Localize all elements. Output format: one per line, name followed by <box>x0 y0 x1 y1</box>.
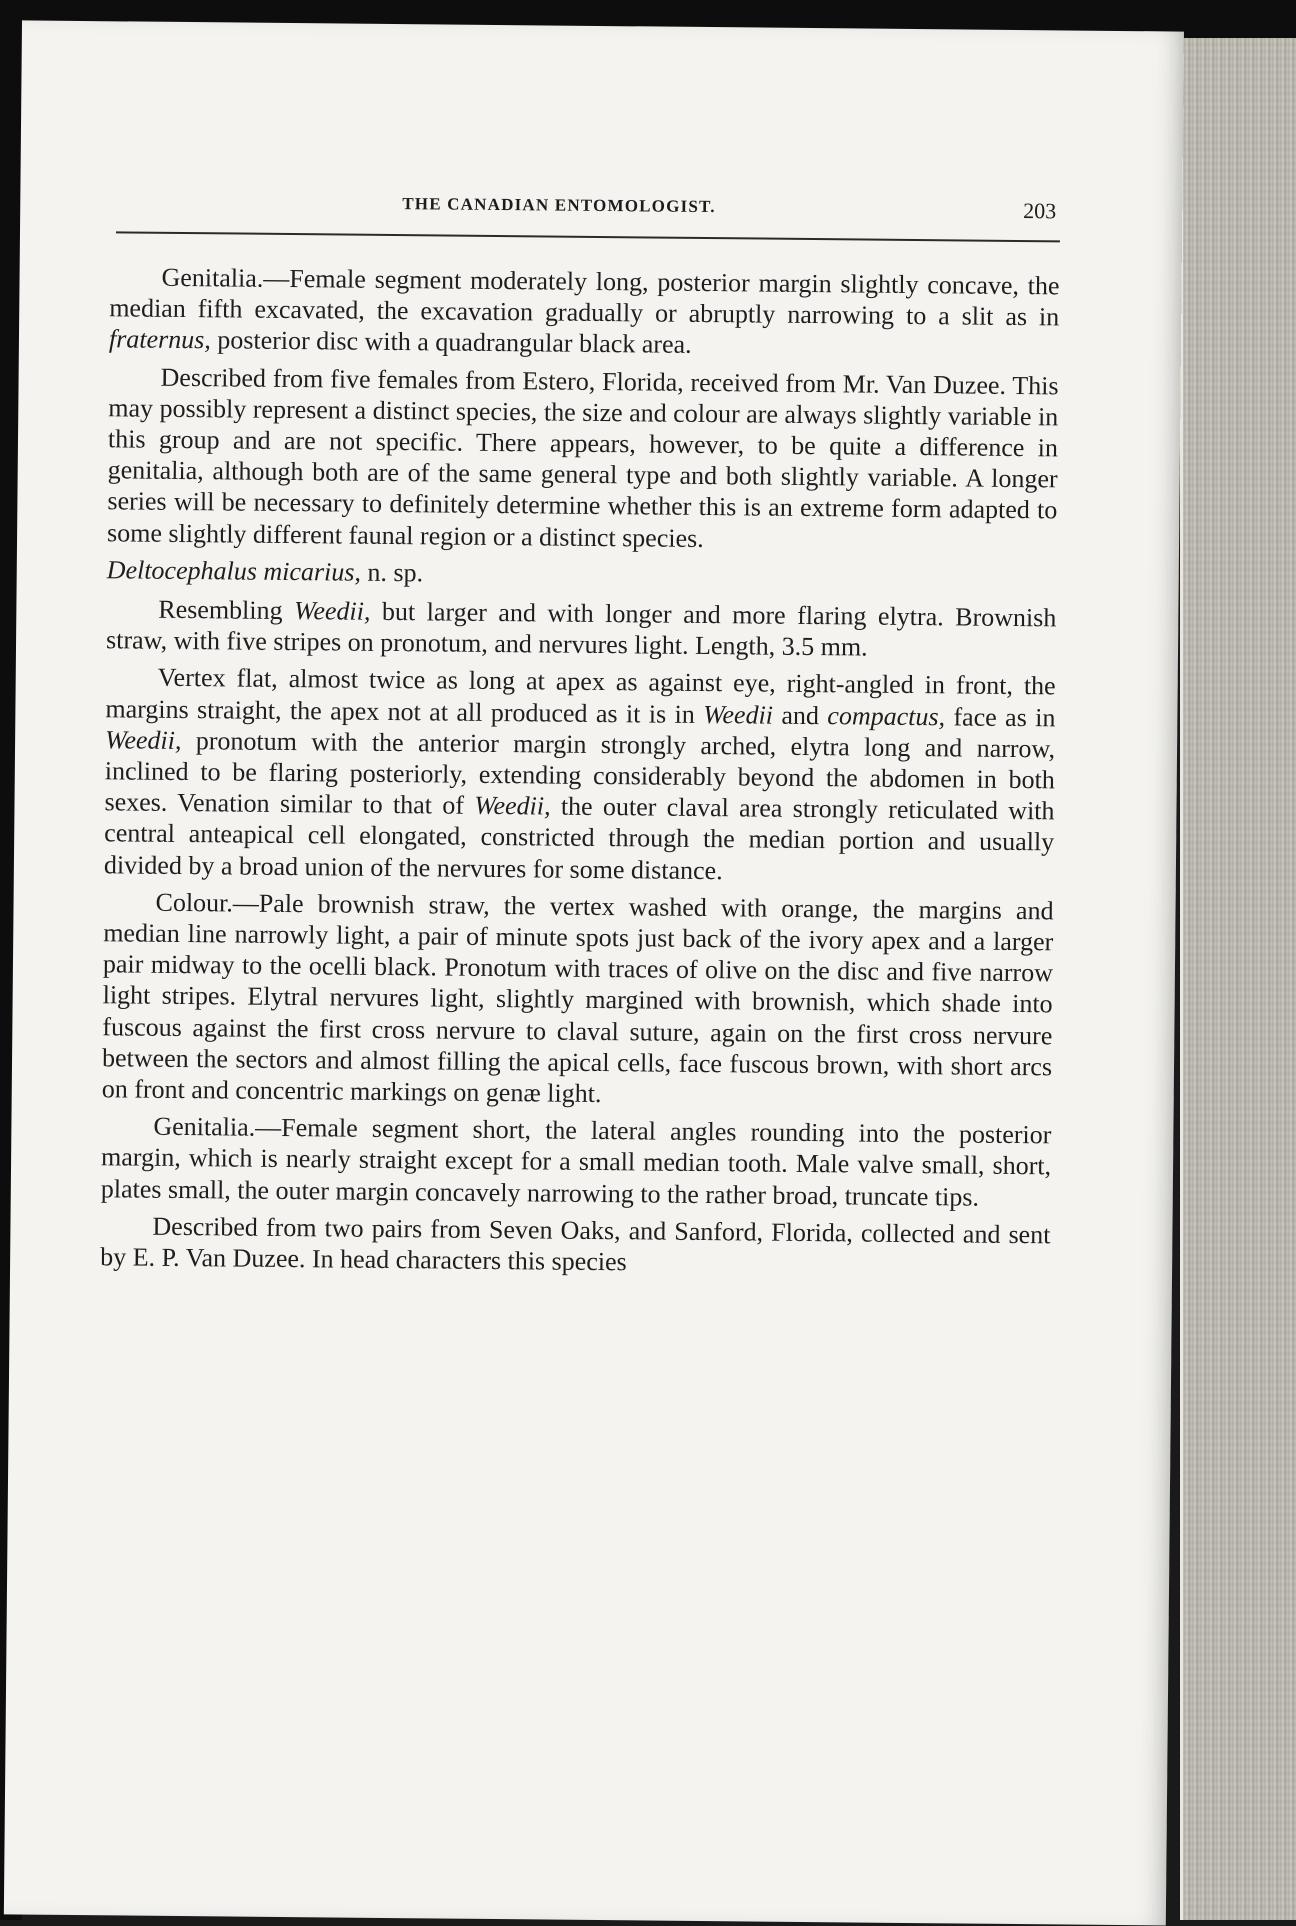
book-page-edges <box>1180 38 1296 1920</box>
paragraph-genitalia-male: Genitalia.—Female segment short, the lateral angles rounding into the posterior margin, which is nearly straight except for a small median tooth. Male valve small, short, plates small, the outer margin concavely narrowing to the rather broad, truncate tips. <box>100 1112 1052 1212</box>
paragraph-resembling: Resembling Weedii, but larger and with longer and more flaring elytra. Brownish straw, with five stripes on pronotum, and nervures light. Length, 3.5 mm. <box>105 594 1057 662</box>
paragraph-vertex: Vertex flat, almost twice as long at apex as against eye, right-angled in front, the margins straight, the apex not at all produced as it is in Weedii and compactus, face as in Weedii, pronotum with the anterior margin strongly arched, elytra long and narrow, inclined to be flaring posteriorly, extending considerably beyond the abdomen in both sexes. Venation similar to that of Weedii, the outer claval area strongly reticulated with central anteapical cell elongated, constricted through the median portion and usually divided by a broad union of the nervures for some distance. <box>103 663 1056 885</box>
paragraph-genitalia-female: Genitalia.—Female segment moderately long, posterior margin slightly concave, the median fifth excavated, the excavation gradually or abruptly narrowing to a slit as in fraternus, posterior disc with a quadrangular black area. <box>108 262 1060 360</box>
species-name: Deltocephalus micarius, <box>106 555 362 587</box>
book-page <box>4 20 1184 1925</box>
page-number: 203 <box>1023 198 1057 224</box>
paragraph-described-estero: Described from five females from Estero, Florida, received from Mr. Van Duzee. This may possibly represent a distinct species, the size and colour are always slightly variable in this group and are not specific. There appears, however, to be quite a difference in genitalia, although both are of the same general type and both slightly variable. A longer series will be necessary to definitely determine whether this is an extreme form adapted to some slightly different faunal region or a distinct species. <box>106 362 1059 553</box>
paragraph-described-seven-oaks: Described from two pairs from Seven Oaks, and Sanford, Florida, collected and sent by E. P. Van Duzee. In head characters this species <box>100 1211 1051 1277</box>
body-text <box>100 261 1060 1287</box>
paragraph-colour: Colour.—Pale brownish straw, the vertex washed with orange, the margins and median line narrowly light, a pair of minute spots just back of the ivory apex and a larger pair midway to the ocelli black. Pronotum with traces of olive on the disc and five narrow light stripes. Elytral nervures light, slightly margined with brownish, which shade into fuscous against the first cross nervure to claval suture, again on the first cross nervure between the sectors and almost filling the apical cells, face fuscous brown, with short arcs on front and concentric markings on genæ light. <box>101 887 1054 1109</box>
species-suffix: n. sp. <box>367 557 424 588</box>
species-heading <box>107 554 1057 594</box>
running-head: THE CANADIAN ENTOMOLOGIST. <box>402 194 716 217</box>
